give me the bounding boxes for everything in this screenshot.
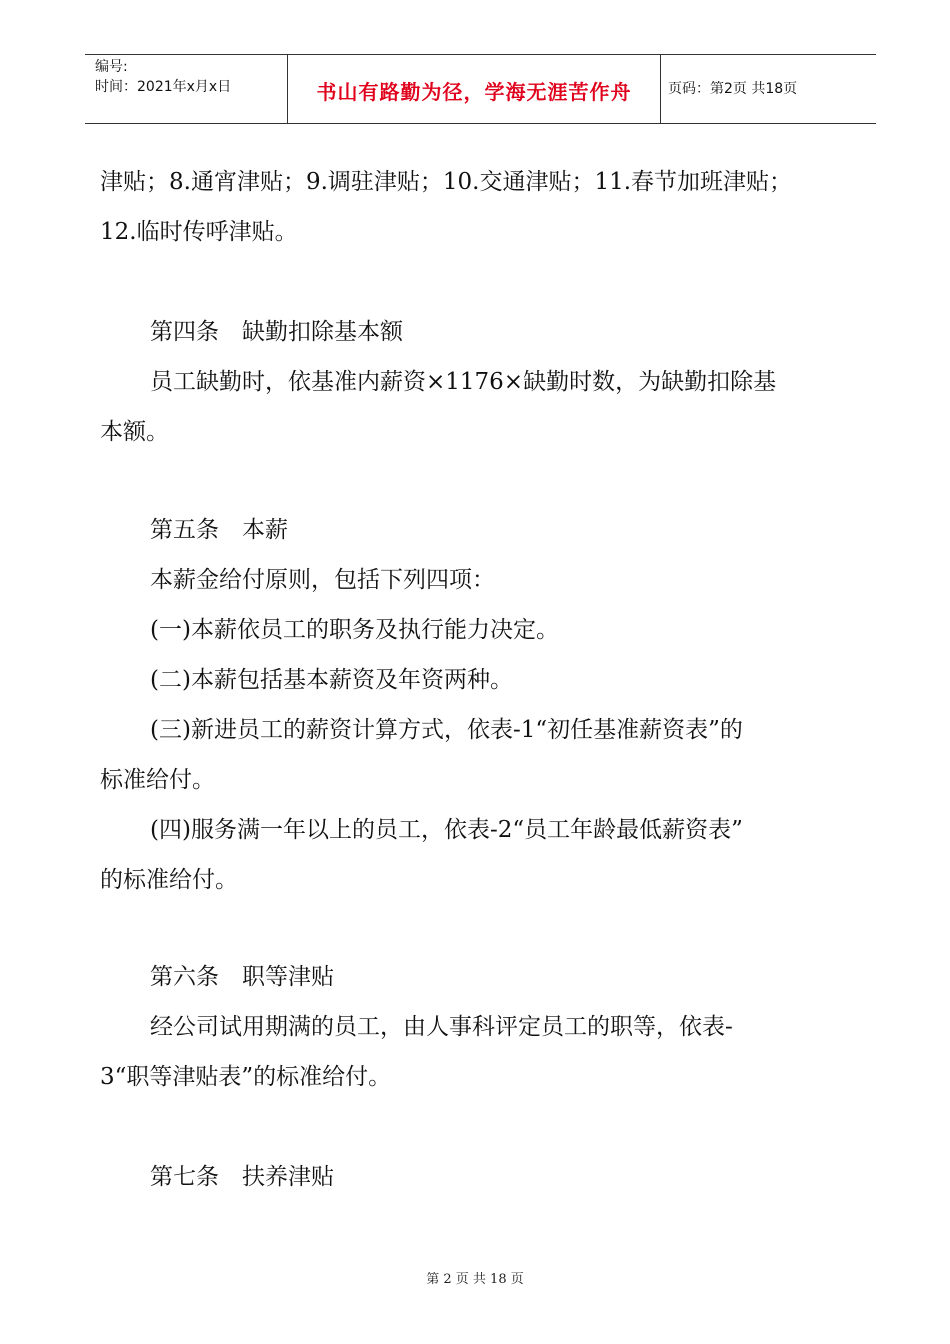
header-page-number: 页码：第2页 共18页 [668,81,798,97]
paragraph-line: 经公司试用期满的员工，由人事科评定员工的职等，依表- [150,1014,733,1040]
list-item: (一)本薪依员工的职务及执行能力决定。 [150,617,559,643]
paragraph-line: 的标准给付。 [100,867,238,893]
paragraph-line: 本薪金给付原则，包括下列四项： [150,567,495,593]
list-item: (四)服务满一年以上的员工，依表-2“员工年龄最低薪资表” [150,817,743,843]
paragraph-line: 标准给付。 [100,767,215,793]
header-meta-cell [85,55,287,123]
list-item: (三)新进员工的薪资计算方式，依表-1“初任基准薪资表”的 [150,717,743,743]
article-heading: 第六条 职等津贴 [150,964,334,990]
page-footer: 第 2 页 共 18 页 [426,1272,524,1287]
page-header [85,54,876,124]
article-heading: 第七条 扶养津贴 [150,1164,334,1190]
paragraph-line: 员工缺勤时，依基准内薪资×1176×缺勤时数，为缺勤扣除基 [150,369,777,395]
article-heading: 第五条 本薪 [150,517,288,543]
header-motto: 书山有路勤为径，学海无涯苦作舟 [316,80,632,104]
paragraph-line: 津贴；8.通宵津贴；9.调驻津贴；10.交通津贴；11.春节加班津贴； [100,169,793,195]
document-code-label: 编号: [95,59,128,75]
header-motto-cell [287,55,661,123]
paragraph-line: 本额。 [100,419,169,445]
article-heading: 第四条 缺勤扣除基本额 [150,319,403,345]
paragraph-line: 12.临时传呼津贴。 [100,219,298,245]
list-item: (二)本薪包括基本薪资及年资两种。 [150,667,513,693]
header-page-cell [660,55,876,123]
document-time-label: 时间：2021年x月x日 [95,79,232,95]
paragraph-line: 3“职等津贴表”的标准给付。 [100,1064,392,1090]
